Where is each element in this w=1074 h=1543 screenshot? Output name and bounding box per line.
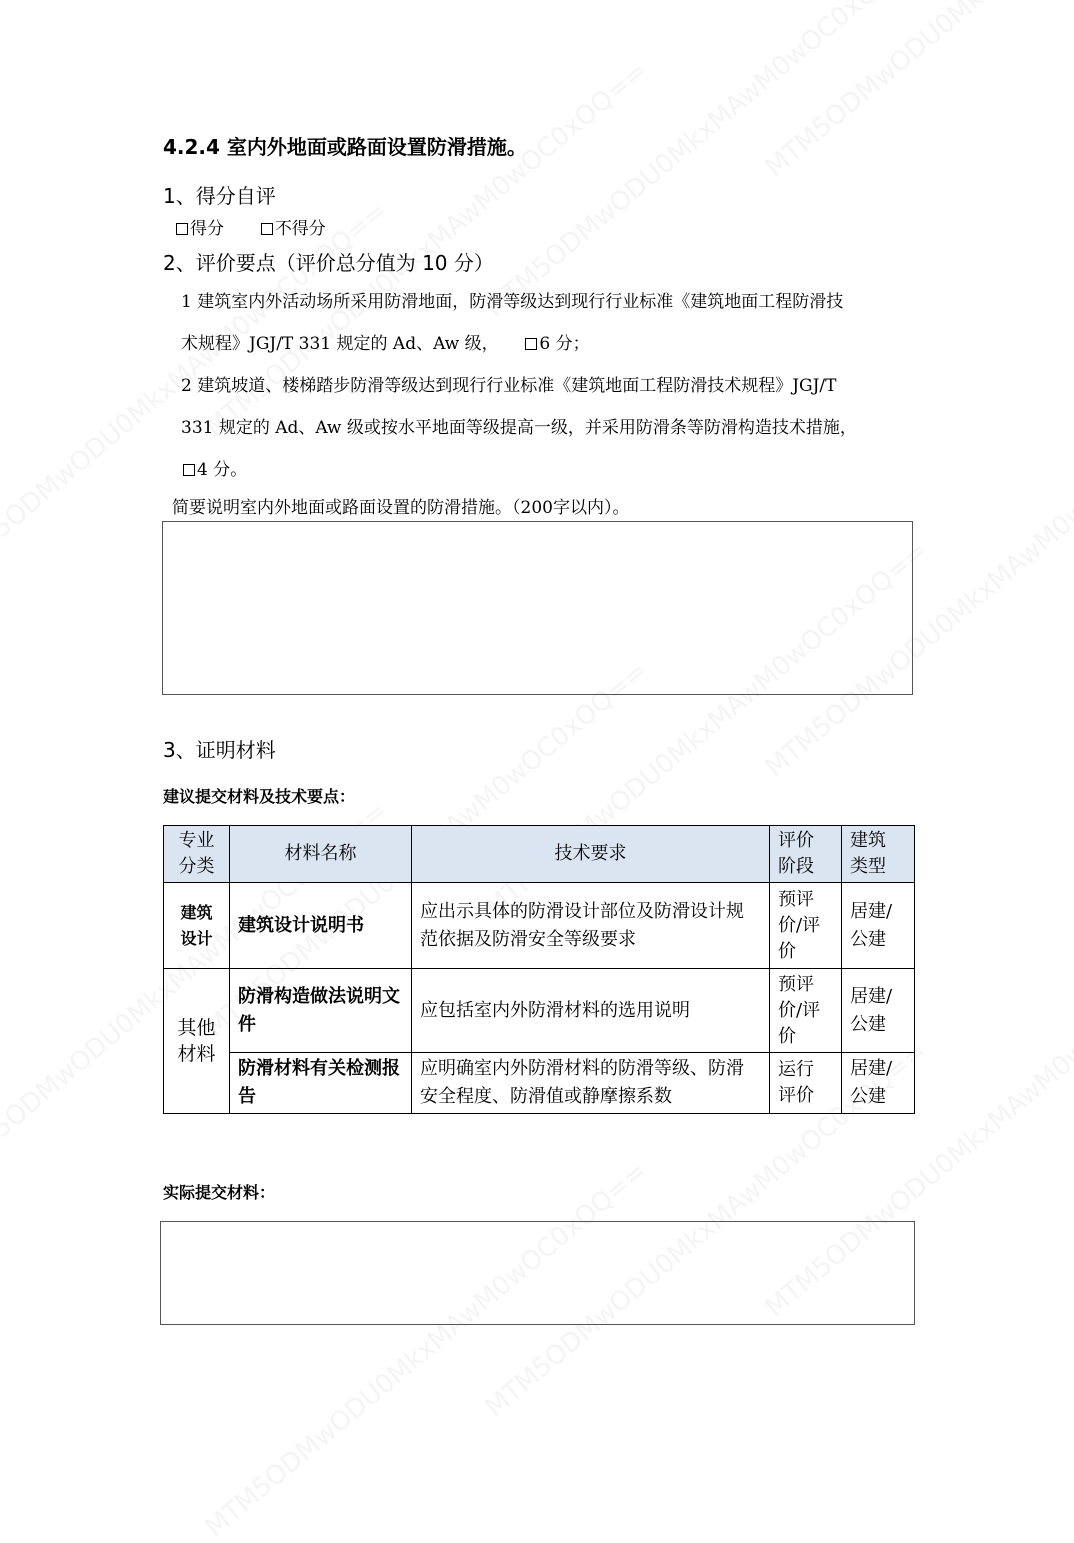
item1-line1: 1 建筑室内外活动场所采用防滑地面，防滑等级达到现行行业标准《建筑地面工程防滑技 bbox=[181, 292, 844, 312]
no-score-checkbox[interactable] bbox=[261, 219, 326, 239]
table-header-row bbox=[164, 826, 915, 883]
self-eval-options bbox=[176, 214, 326, 239]
self-eval-heading: 1、得分自评 bbox=[163, 184, 276, 208]
header-category: 专业 分类 bbox=[164, 826, 230, 883]
no-score-option-label: 不得分 bbox=[274, 219, 326, 239]
score-option-label: 得分 bbox=[190, 219, 224, 239]
description-prompt: 简要说明室内外地面或路面设置的防滑措施。（200字以内）。 bbox=[172, 498, 630, 518]
checkbox-icon bbox=[176, 223, 188, 235]
row-building-type: 居建/ 公建 bbox=[842, 969, 915, 1053]
score-checkbox[interactable] bbox=[176, 219, 224, 239]
section-title: 4.2.4 室内外地面或路面设置防滑措施。 bbox=[163, 135, 527, 159]
eval-points-heading: 2、评价要点（评价总分值为 10 分） bbox=[163, 251, 494, 275]
header-requirement: 技术要求 bbox=[412, 826, 770, 883]
checkbox-icon bbox=[183, 464, 195, 476]
evidence-heading: 3、证明材料 bbox=[163, 738, 276, 762]
row-requirement: 应包括室内外防滑材料的选用说明 bbox=[412, 969, 770, 1053]
header-type: 建筑 类型 bbox=[842, 826, 915, 883]
suggested-materials-label: 建议提交材料及技术要点： bbox=[163, 787, 356, 806]
row-stage: 运行 评价 bbox=[770, 1053, 842, 1114]
row-building-type: 居建/ 公建 bbox=[842, 883, 915, 969]
row-category: 建筑 设计 bbox=[164, 883, 230, 969]
header-name: 材料名称 bbox=[230, 826, 412, 883]
description-textbox[interactable] bbox=[162, 521, 913, 695]
row-requirement: 应出示具体的防滑设计部位及防滑设计规范依据及防滑安全等级要求 bbox=[412, 883, 770, 969]
table-row bbox=[164, 883, 915, 969]
item2-score-checkbox[interactable] bbox=[183, 455, 247, 480]
actual-materials-label: 实际提交材料： bbox=[163, 1183, 276, 1202]
item2-line2: 331 规定的 Ad、Aw 级或按水平地面等级提高一级，并采用防滑条等防滑构造技术措施， bbox=[181, 418, 857, 438]
checkbox-icon bbox=[525, 338, 537, 350]
item2-score: 4 分。 bbox=[197, 460, 248, 480]
item1-text: 术规程》JGJ/T 331 规定的 Ad、Aw 级， bbox=[181, 334, 499, 354]
table-row bbox=[164, 1053, 915, 1114]
actual-materials-textbox[interactable] bbox=[160, 1221, 915, 1325]
row-category: 其他 材料 bbox=[164, 969, 230, 1114]
watermark-text bbox=[480, 0, 933, 323]
item1-line2 bbox=[181, 329, 590, 354]
row-building-type: 居建/ 公建 bbox=[842, 1053, 915, 1114]
row-stage: 预评 价/评 价 bbox=[770, 883, 842, 969]
item1-score: 6 分； bbox=[539, 334, 590, 354]
row-material-name: 防滑构造做法说明文件 bbox=[230, 969, 412, 1053]
item1-score-checkbox[interactable] bbox=[525, 334, 589, 354]
row-stage: 预评 价/评 价 bbox=[770, 969, 842, 1053]
row-material-name: 防滑材料有关检测报告 bbox=[230, 1053, 412, 1114]
row-requirement: 应明确室内外防滑材料的防滑等级、防滑安全程度、防滑值或静摩擦系数 bbox=[412, 1053, 770, 1114]
item2-line1: 2 建筑坡道、楼梯踏步防滑等级达到现行行业标准《建筑地面工程防滑技术规程》JGJ/T bbox=[181, 376, 837, 396]
table-row bbox=[164, 969, 915, 1053]
checkbox-icon bbox=[261, 223, 273, 235]
materials-table bbox=[163, 825, 915, 1114]
watermark-text bbox=[760, 0, 1074, 183]
header-stage: 评价 阶段 bbox=[770, 826, 842, 883]
watermark-text bbox=[200, 1156, 653, 1543]
row-material-name: 建筑设计说明书 bbox=[230, 883, 412, 969]
